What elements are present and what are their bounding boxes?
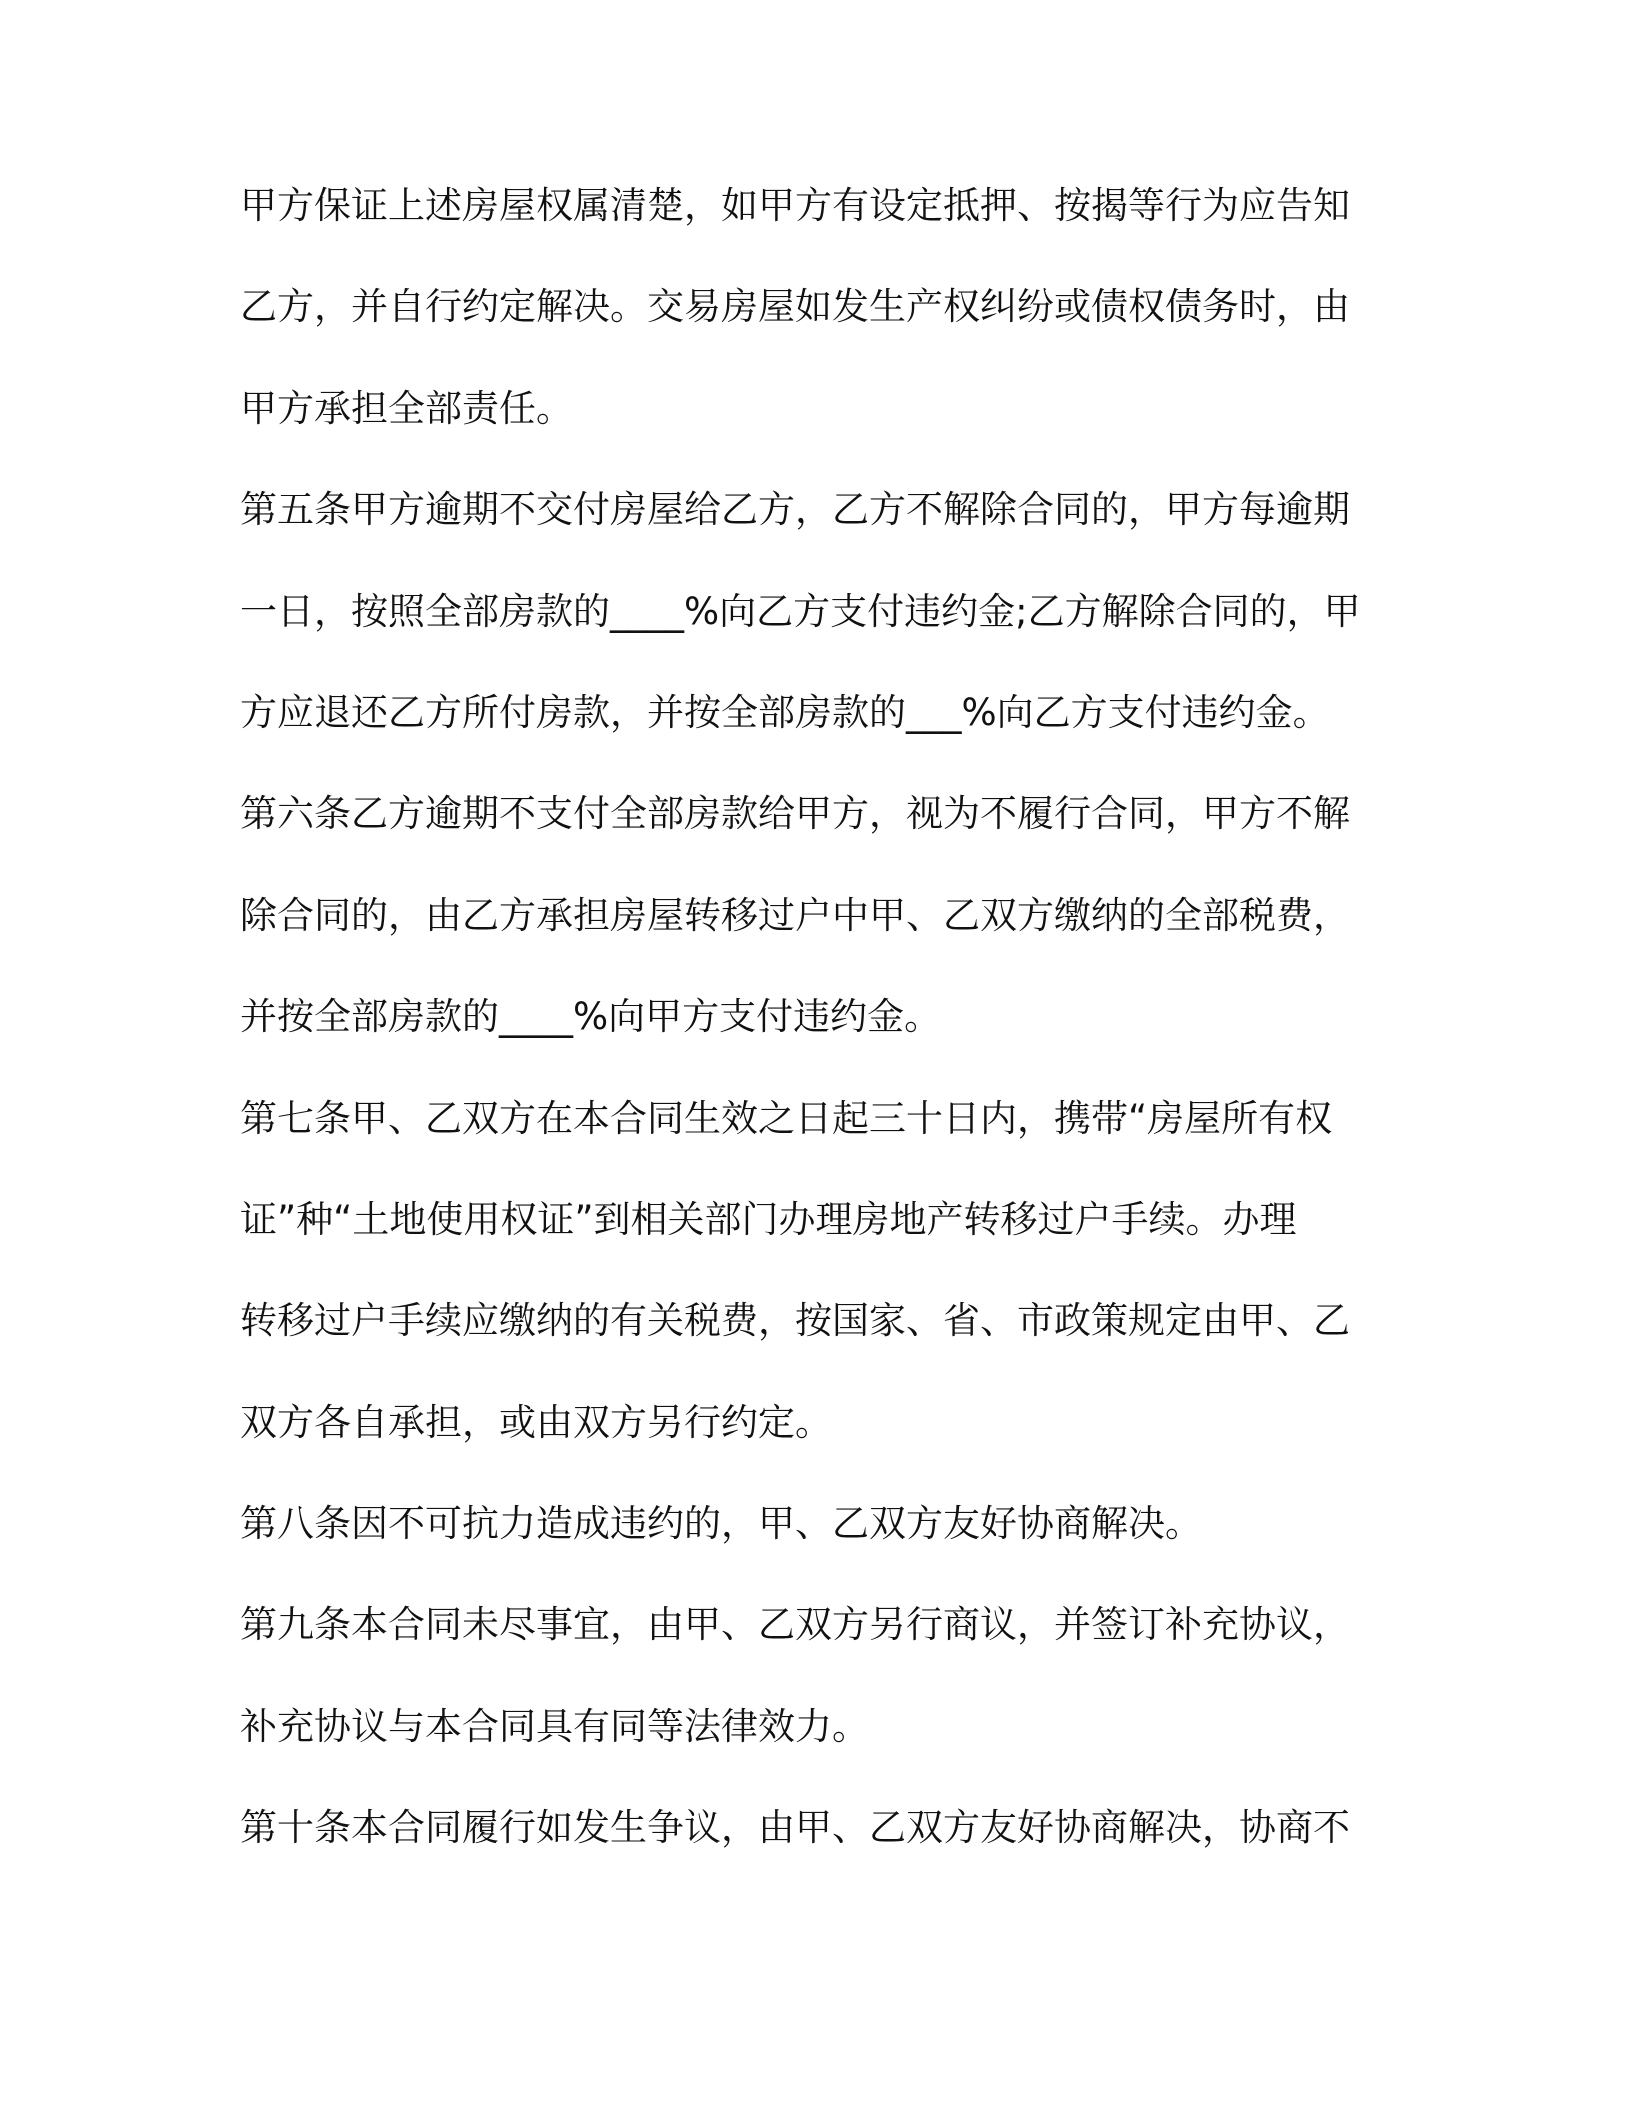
article-10-line: 第十条本合同履行如发生争议，由甲、乙双方友好协商解决，协商不	[240, 1806, 1350, 1850]
text-line: 甲方保证上述房屋权属清楚，如甲方有设定抵押、按揭等行为应告知	[240, 184, 1350, 227]
text-line: 补充协议与本合同具有同等法律效力。	[240, 1704, 869, 1748]
article-6-line: 第六条乙方逾期不支付全部房款给甲方，视为不履行合同，甲方不解	[240, 792, 1350, 836]
text-line: 转移过户手续应缴纳的有关税费，按国家、省、市政策规定由甲、乙	[240, 1299, 1350, 1343]
text-line: 并按全部房款的____%向甲方支付违约金。	[240, 995, 942, 1039]
article-9-line: 第九条本合同未尽事宜，由甲、乙双方另行商议，并签订补充协议，	[240, 1603, 1350, 1647]
text-line: 一日，按照全部房款的____%向乙方支付违约金;乙方解除合同的，甲	[240, 589, 1361, 633]
contract-body	[240, 178, 1390, 1902]
text-line: 证”种“土地使用权证”到相关部门办理房地产转移过户手续。办理	[240, 1197, 1297, 1241]
text-line: 乙方，并自行约定解决。交易房屋如发生产权纠纷或债权债务时，由	[240, 285, 1350, 329]
article-5-line: 第五条甲方逾期不交付房屋给乙方，乙方不解除合同的，甲方每逾期	[240, 488, 1350, 532]
article-7-line: 第七条甲、乙双方在本合同生效之日起三十日内，携带“房屋所有权	[240, 1096, 1333, 1140]
article-8-line: 第八条因不可抗力造成违约的，甲、乙双方友好协商解决。	[240, 1502, 1202, 1546]
text-line: 方应退还乙方所付房款，并按全部房款的___%向乙方支付违约金。	[240, 690, 1330, 734]
text-line: 除合同的，由乙方承担房屋转移过户中甲、乙双方缴纳的全部税费，	[240, 893, 1350, 937]
text-line: 双方各自承担，或由双方另行约定。	[240, 1400, 832, 1444]
text-line: 甲方承担全部责任。	[240, 386, 573, 430]
